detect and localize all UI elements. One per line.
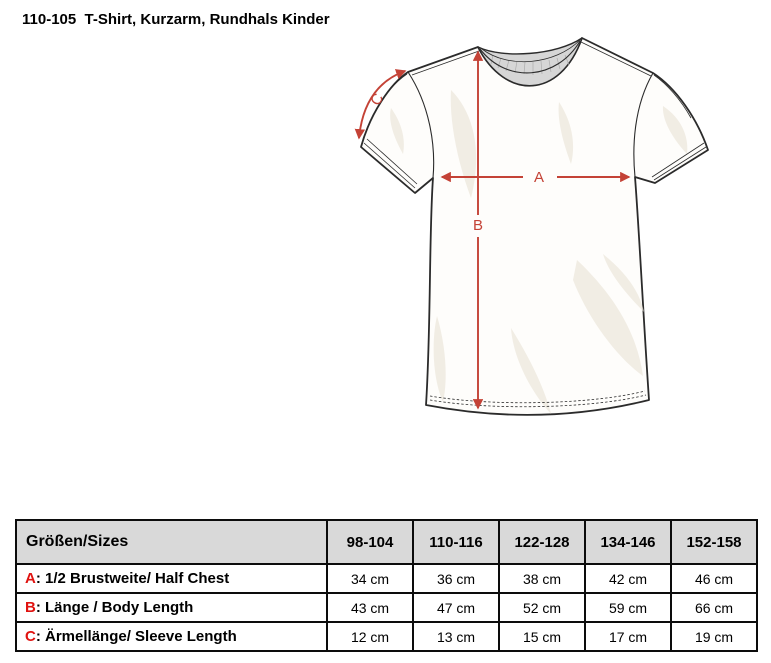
- page-title: 110-105 T-Shirt, Kurzarm, Rundhals Kinder: [22, 11, 330, 28]
- measure-name: : Ärmellänge/ Sleeve Length: [35, 628, 237, 645]
- size-value-cell: 38 cm: [499, 564, 585, 593]
- size-value-cell: 59 cm: [585, 593, 671, 622]
- size-col-header: 98-104: [327, 520, 413, 564]
- size-col-header: 122-128: [499, 520, 585, 564]
- table-row: [16, 564, 757, 593]
- size-value-cell: 34 cm: [327, 564, 413, 593]
- table-corner-header: Größen/Sizes: [16, 520, 327, 564]
- size-value-cell: 15 cm: [499, 622, 585, 651]
- size-value-cell: 36 cm: [413, 564, 499, 593]
- tshirt-body: [361, 38, 708, 415]
- size-value-cell: 13 cm: [413, 622, 499, 651]
- measure-label-a: A: [533, 169, 545, 186]
- table-header-row: [16, 520, 757, 564]
- measure-letter: A: [25, 570, 36, 587]
- table-row: [16, 593, 757, 622]
- size-value-cell: 17 cm: [585, 622, 671, 651]
- size-col-header: 110-116: [413, 520, 499, 564]
- measure-letter: B: [25, 599, 36, 616]
- size-value-cell: 12 cm: [327, 622, 413, 651]
- size-value-cell: 42 cm: [585, 564, 671, 593]
- size-value-cell: 52 cm: [499, 593, 585, 622]
- size-value-cell: 47 cm: [413, 593, 499, 622]
- measure-label-b: B: [472, 217, 484, 234]
- size-col-header: 134-146: [585, 520, 671, 564]
- measure-name: : Länge / Body Length: [35, 599, 194, 616]
- size-value-cell: 46 cm: [671, 564, 757, 593]
- size-value-cell: 43 cm: [327, 593, 413, 622]
- tshirt-illustration: [345, 28, 745, 428]
- measure-label-c: C: [367, 90, 388, 109]
- size-value-cell: 19 cm: [671, 622, 757, 651]
- size-value-cell: 66 cm: [671, 593, 757, 622]
- size-table: [15, 519, 758, 652]
- tshirt-diagram: [345, 28, 745, 428]
- table-row: [16, 622, 757, 651]
- measure-name: : 1/2 Brustweite/ Half Chest: [35, 570, 230, 587]
- measure-row-label: [16, 622, 327, 651]
- measure-row-label: [16, 564, 327, 593]
- measure-letter: C: [25, 628, 36, 645]
- measure-row-label: [16, 593, 327, 622]
- size-col-header: 152-158: [671, 520, 757, 564]
